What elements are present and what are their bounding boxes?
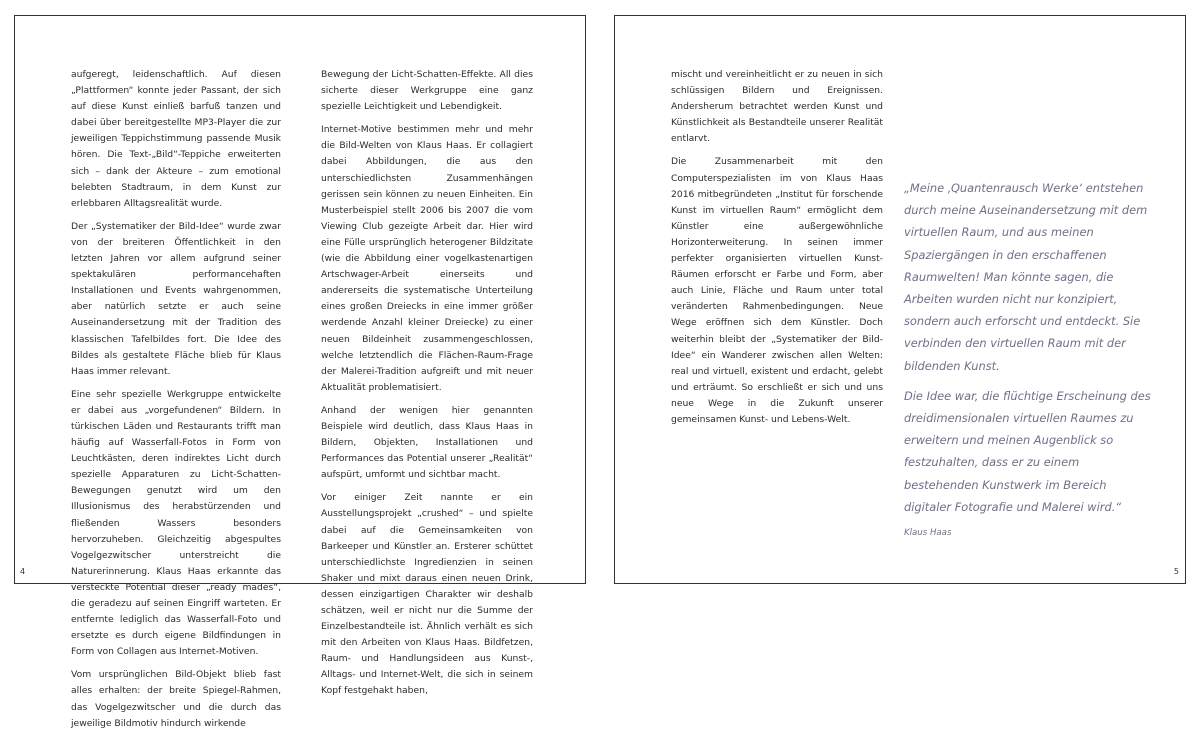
paragraph: aufgeregt, leidenschaftlich. Auf diesen „Plattformen“ konnte jeder Passant, der sich auf diese Kunst einließ barfuß tanzen und dabei über bereitgestellte MP3-Player die zur jeweiligen Teppichstimmung passende Musik hören. Die Text-„Bild“-Teppiche erweiterten sich – dank der Akteure – zum emotional belebten Stadtraum, in dem Kunst zur erlebbaren Alltagsrealität wurde.: [71, 69, 281, 209]
right-page: [614, 15, 1186, 584]
quote-paragraph: „Meine ‚Quantenrausch Werke‘ entstehen durch meine Auseinandersetzung mit dem virtuellen Raum, und aus meinen Spaziergängen in den erschaffenen Raumwelten! Man könnte sagen, die Arbeiten wurden nicht nur konzipiert, sondern auch erforscht und entdeckt. Sie verbinden den virtuellen Raum mit der bildenden Kunst.: [904, 181, 1148, 373]
paragraph: Die Zusammenarbeit mit den Computerspezialisten im von Klaus Haas 2016 mitbegründeten „Institut für forschende Kunst im virtuellen Raum“ ermöglicht dem Künstler eine außergewöhnliche Horizonterweiterung. In seinen immer perfekter organisierten virtuellen Kunst-Räumen erforscht er Farbe und Form, aber auch Linie, Fläche und Raum unter total veränderten Rahmenbedingungen. Neue Wege eröffnen sich dem Künstler. Doch weiterhin bleibt der „Systematiker der Bild-Idee“ ein Wanderer zwischen allen Welten: real und virtuell, existent und erdacht, gelebt und erträumt. So erschließt er sich und uns neue Wege in die Zukunft unserer gemeinsamen Kunst- und Lebens-Welt.: [671, 156, 883, 425]
quote-author: Klaus Haas: [904, 528, 952, 539]
paragraph: Vom ursprünglichen Bild-Objekt blieb fast alles erhalten: der breite Spiegel-Rahmen, das Vogelgezwitscher und die durch das jeweilige Bildmotiv hindurch wirkende: [71, 669, 281, 729]
paragraph: mischt und vereinheitlicht er zu neuen in sich schlüssigen Bildern und Ereignissen. Andersherum betrachtet werden Kunst und Künstlichkeit als Bestandteile unserer Realität entlarvt.: [671, 69, 883, 145]
paragraph: Internet-Motive bestimmen mehr und mehr die Bild-Welten von Klaus Haas. Er collagiert dabei Abbildungen, die aus den unterschiedlichsten Zusammenhängen gerissen sein können zu neuen Einheiten. Ein Musterbeispiel stellt 2006 bis 2007 die vom Viewing Club gezeigte Arbeit dar. Hier wird eine Fülle ursprünglich heterogener Bildzitate (wie die Abbildung einer vogelkastenartigen Artschwager-Arbeit einerseits und andererseits die systematische Unterteilung eines großen Dreiecks in eine immer größer werdende Anzahl kleiner Dreiecke) zu einer neuen Bildeinheit zusammengeschlossen, welche letztendlich die Flächen-Raum-Frage der Malerei-Tradition aufgreift und mit neuer Aktualität problematisiert.: [321, 124, 533, 393]
paragraph: Eine sehr spezielle Werkgruppe entwickelte er dabei aus „vorgefundenen“ Bildern. In türkischen Läden und Restaurants trifft man häufig auf Wasserfall-Fotos in Form von Leuchtkästen, deren indirektes Licht durch spezielle Apparaturen zu Licht-Schatten-Bewegungen genutzt wird um den Illusionismus des herabstürzenden und fließenden Wassers besonders hervorzuheben. Gleichzeitig abgespultes Vogelgezwitscher unterstreicht die Naturerinnerung. Klaus Haas erkannte das versteckte Potential dieser „ready mades“, die geradezu auf seinen Eingriff warteten. Er entfernte lediglich das Wasserfall-Foto und ersetzte es durch eigene Bildfindungen in Form von Collagen aus Internet-Motiven.: [71, 388, 281, 658]
page-number: 5: [1173, 567, 1179, 576]
paragraph: Vor einiger Zeit nannte er ein Ausstellungsprojekt „crushed“ – und spielte dabei auf die Gemeinsamkeiten von Barkeeper und Künstler an. Ersterer schüttet unterschiedlichste Ingredienzien in seinen Shaker und mixt daraus einen neuen Drink, dessen einzigartigen Charakter wir deshalb schätzen, weil er nicht nur die Summe der Einzelbestandteile ist. Ähnlich verhält es sich mit den Arbeiten von Klaus Haas. Bildfetzen, Raum- und Handlungsideen aus Kunst-, Alltags- und Internet-Welt, die sich in seinem Kopf festgehakt haben,: [321, 492, 533, 697]
paragraph: Der „Systematiker der Bild-Idee“ wurde zwar von der breiteren Öffentlichkeit in den letzten Jahren vor allem aufgrund seiner spektakulären performancehaften Installationen und Events wahrgenommen, aber natürlich setzte er auch seine Auseinandersetzung mit der Tradition des klassischen Tafelbildes fort. Die Idee des Bildes als gestaltete Fläche blieb für Klaus Haas immer relevant.: [71, 220, 281, 377]
paragraph: Bewegung der Licht-Schatten-Effekte. All dies sicherte dieser Werkgruppe eine ganz spezielle Leichtigkeit und Lebendigkeit.: [321, 69, 533, 113]
left-page-column-2: [321, 67, 533, 707]
artist-quote: [904, 177, 1154, 540]
paragraph: Anhand der wenigen hier genannten Beispiele wird deutlich, dass Klaus Haas in Bildern, Objekten, Installationen und Performances das Potential unserer „Realität“ aufspürt, umformt und sichtbar macht.: [321, 404, 533, 481]
left-page-column-1: [71, 67, 281, 739]
page-number: 4: [20, 567, 26, 576]
left-page: [14, 15, 586, 729]
quote-paragraph: Die Idee war, die flüchtige Erscheinung des dreidimensionalen virtuellen Raumes zu erweitern und meinen Augenblick so festzuhalten, dass er zu einem bestehenden Kunstwerk im Bereich digitaler Fotografie und Malerei wird.“: [904, 388, 1151, 514]
right-page-column-1: [671, 67, 883, 435]
